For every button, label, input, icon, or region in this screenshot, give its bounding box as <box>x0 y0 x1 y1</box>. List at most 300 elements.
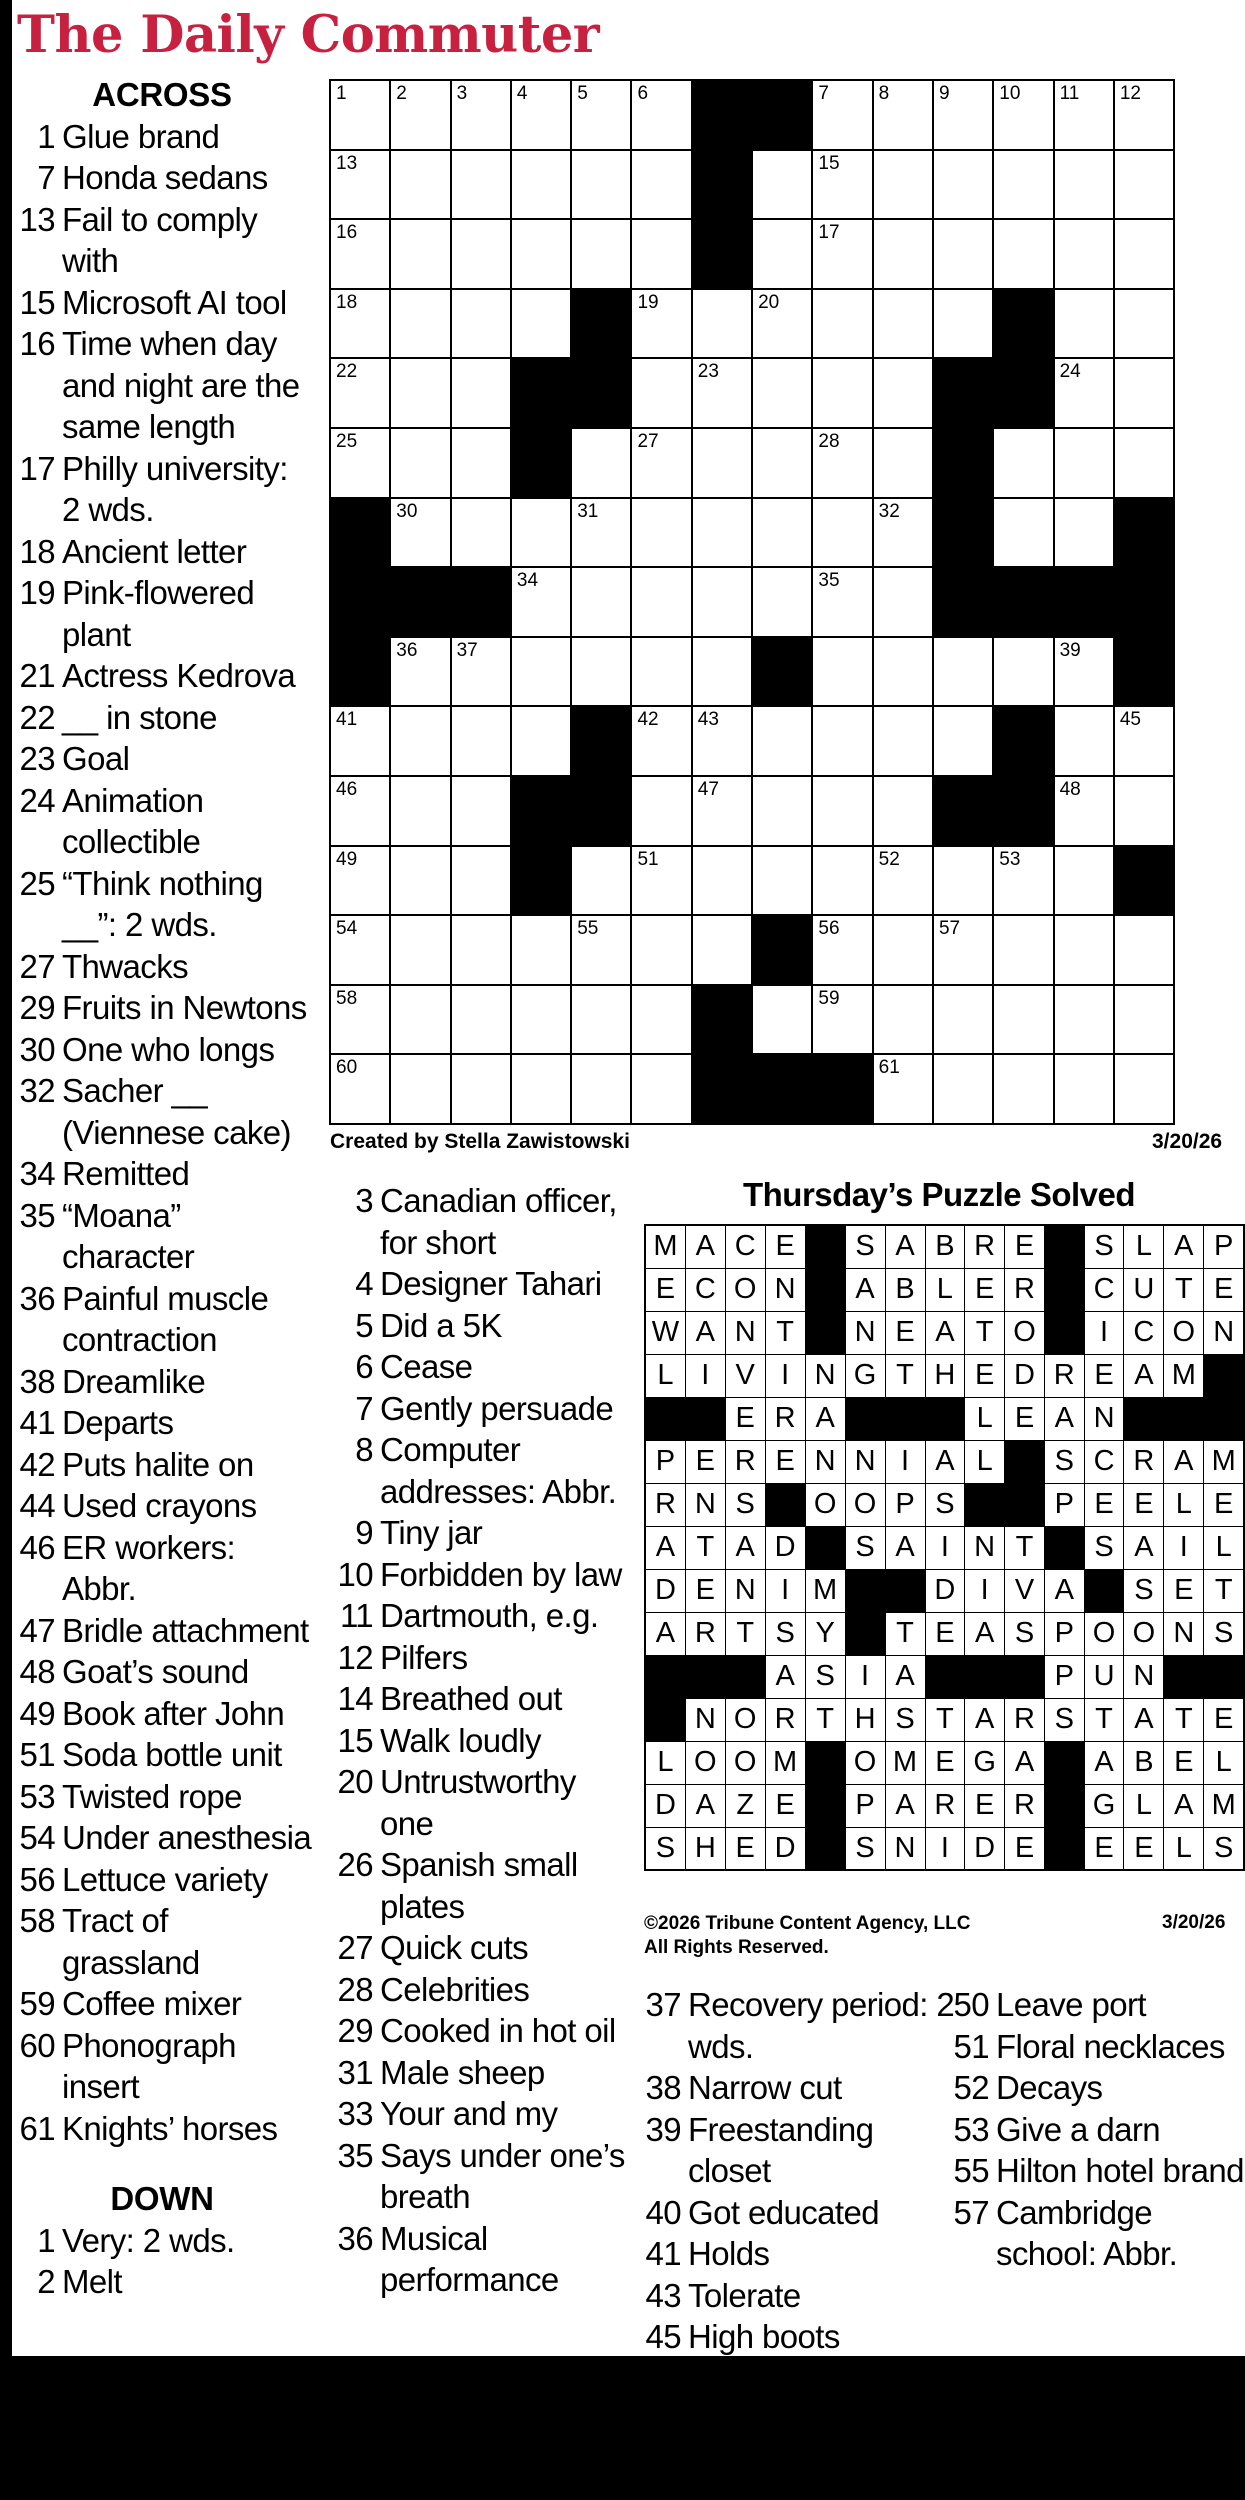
clue-number: 51 <box>953 2027 989 2065</box>
solution-grid <box>644 1224 1245 1871</box>
solution-letter: A <box>645 1526 685 1569</box>
solution-letter: I <box>845 1655 885 1698</box>
grid-cell[interactable] <box>993 846 1053 916</box>
grid-cell[interactable] <box>692 706 752 776</box>
grid-cell[interactable] <box>631 498 691 568</box>
grid-cell[interactable] <box>752 706 812 776</box>
grid-cell[interactable] <box>390 428 450 498</box>
grid-cell[interactable] <box>993 915 1053 985</box>
clue-item <box>12 1153 312 1195</box>
clue-number: 43 <box>645 2276 681 2314</box>
grid-cell[interactable] <box>933 80 993 150</box>
grid-cell[interactable] <box>1114 219 1174 289</box>
grid-cell[interactable] <box>1114 289 1174 359</box>
clue-number: 16 <box>19 325 55 362</box>
puzzle-date: 3/20/26 <box>1152 1130 1223 1153</box>
grid-cell[interactable] <box>571 150 631 220</box>
solution-row <box>645 1569 1244 1612</box>
grid-cell[interactable] <box>692 358 752 428</box>
grid-cell[interactable] <box>1114 1054 1174 1124</box>
grid-cell[interactable] <box>873 428 933 498</box>
black-square <box>1044 1526 1084 1569</box>
black-square <box>1044 1827 1084 1870</box>
clue-number: 46 <box>19 1528 55 1566</box>
clue-number: 28 <box>337 1970 373 2008</box>
solution-letter: E <box>965 1354 1005 1397</box>
solution-row <box>645 1311 1244 1354</box>
black-square <box>965 1483 1005 1526</box>
solution-letter: N <box>765 1268 805 1311</box>
grid-cell[interactable] <box>993 637 1053 707</box>
solution-letter: A <box>1044 1569 1084 1612</box>
solution-letter: O <box>1124 1612 1164 1655</box>
grid-cell[interactable] <box>511 985 571 1055</box>
grid-cell[interactable] <box>631 289 691 359</box>
clue-number: 54 <box>19 1819 55 1856</box>
solution-letter: D <box>645 1784 685 1827</box>
grid-cell[interactable] <box>571 846 631 916</box>
grid-cell[interactable] <box>752 776 812 846</box>
grid-cell[interactable] <box>511 80 571 150</box>
grid-cell[interactable] <box>631 358 691 428</box>
clue-text: Forbidden by law <box>380 1555 622 1593</box>
clue-text: Got educated <box>688 2193 879 2231</box>
grid-cell[interactable] <box>390 637 450 707</box>
grid-cell[interactable] <box>812 358 872 428</box>
clue-number: 24 <box>19 781 55 819</box>
grid-cell[interactable] <box>390 706 450 776</box>
grid-cell[interactable] <box>692 776 752 846</box>
grid-cell[interactable] <box>571 498 631 568</box>
black-square <box>571 706 631 776</box>
grid-cell[interactable] <box>873 219 933 289</box>
solution-letter: A <box>1164 1440 1204 1483</box>
grid-cell[interactable] <box>451 915 511 985</box>
clue-number: 37 <box>645 1986 681 2023</box>
grid-cell[interactable] <box>812 915 872 985</box>
grid-cell[interactable] <box>571 428 631 498</box>
black-square <box>645 1397 685 1440</box>
grid-cell[interactable] <box>1054 428 1114 498</box>
solution-letter: M <box>765 1741 805 1784</box>
clue-number: 29 <box>19 989 55 1026</box>
grid-cell[interactable] <box>571 985 631 1055</box>
grid-cell[interactable] <box>993 219 1053 289</box>
grid-cell[interactable] <box>933 1054 993 1124</box>
grid-cell[interactable] <box>390 80 450 150</box>
grid-cell[interactable] <box>511 637 571 707</box>
grid-cell[interactable] <box>752 358 812 428</box>
grid-cell[interactable] <box>752 567 812 637</box>
grid-cell[interactable] <box>993 498 1053 568</box>
grid-cell[interactable] <box>993 80 1053 150</box>
clue-number: 57 <box>953 2193 989 2231</box>
grid-cell[interactable] <box>1114 80 1174 150</box>
cell-number: 18 <box>336 291 358 313</box>
grid-cell[interactable] <box>330 1054 390 1124</box>
cell-number: 49 <box>336 848 358 870</box>
cell-number: 56 <box>818 918 840 940</box>
clue-item <box>636 2233 958 2275</box>
clue-item <box>12 157 312 199</box>
grid-cell[interactable] <box>873 706 933 776</box>
grid-cell[interactable] <box>933 915 993 985</box>
black-square <box>511 776 571 846</box>
clue-text: Very: 2 wds. <box>62 2221 235 2259</box>
clue-item <box>636 2192 958 2234</box>
solution-letter: E <box>1084 1827 1124 1870</box>
solution-letter: A <box>685 1225 725 1268</box>
grid-cell[interactable] <box>451 80 511 150</box>
grid-cell[interactable] <box>330 985 390 1055</box>
grid-cell[interactable] <box>933 150 993 220</box>
grid-cell[interactable] <box>511 498 571 568</box>
black-square <box>725 1655 765 1698</box>
cell-number: 46 <box>336 778 358 800</box>
solution-letter: I <box>965 1569 1005 1612</box>
grid-cell[interactable] <box>692 567 752 637</box>
grid-cell[interactable] <box>390 846 450 916</box>
clue-number: 21 <box>19 657 55 694</box>
grid-cell[interactable] <box>692 289 752 359</box>
grid-cell[interactable] <box>933 846 993 916</box>
grid-cell[interactable] <box>451 637 511 707</box>
grid-cell[interactable] <box>993 985 1053 1055</box>
black-square <box>692 1054 752 1124</box>
cell-number: 41 <box>336 709 358 731</box>
grid-cell[interactable] <box>1054 289 1114 359</box>
grid-cell[interactable] <box>451 1054 511 1124</box>
grid-cell[interactable] <box>812 150 872 220</box>
grid-cell[interactable] <box>1114 915 1174 985</box>
black-square <box>933 776 993 846</box>
grid-cell[interactable] <box>451 706 511 776</box>
grid-cell[interactable] <box>812 80 872 150</box>
grid-cell[interactable] <box>692 846 752 916</box>
grid-cell[interactable] <box>1054 985 1114 1055</box>
grid-cell[interactable] <box>631 150 691 220</box>
grid-cell[interactable] <box>631 567 691 637</box>
clue-text: High boots <box>688 2318 840 2355</box>
solution-letter: I <box>1164 1526 1204 1569</box>
grid-cell[interactable] <box>1054 358 1114 428</box>
grid-cell[interactable] <box>1054 637 1114 707</box>
grid-cell[interactable] <box>812 289 872 359</box>
solution-letter: A <box>765 1655 805 1698</box>
clue-text: Cambridge school: Abbr. <box>996 2193 1178 2272</box>
black-square <box>511 358 571 428</box>
grid-cell[interactable] <box>1114 706 1174 776</box>
grid-cell[interactable] <box>1114 776 1174 846</box>
clue-number: 35 <box>19 1196 55 1234</box>
solution-letter: E <box>1164 1741 1204 1784</box>
grid-cell[interactable] <box>390 1054 450 1124</box>
solution-letter: A <box>925 1311 965 1354</box>
grid-cell[interactable] <box>812 985 872 1055</box>
grid-cell[interactable] <box>752 985 812 1055</box>
clue-text: Puts halite on <box>62 1445 254 1483</box>
solution-letter: O <box>685 1741 725 1784</box>
grid-cell[interactable] <box>451 289 511 359</box>
grid-cell[interactable] <box>1054 776 1114 846</box>
clue-text: Honda sedans <box>62 159 268 196</box>
grid-cell[interactable] <box>873 150 933 220</box>
copyright-line: ©2026 Tribune Content Agency, LLC <box>644 1913 971 1934</box>
solution-letter: E <box>1204 1483 1244 1526</box>
cell-number: 28 <box>818 430 840 452</box>
clue-text: Spanish small plates <box>380 1846 578 1925</box>
grid-cell[interactable] <box>1114 985 1174 1055</box>
solution-letter: V <box>725 1354 765 1397</box>
grid-cell[interactable] <box>1054 498 1114 568</box>
grid-cell[interactable] <box>752 150 812 220</box>
clue-item <box>12 1361 312 1403</box>
grid-cell[interactable] <box>330 776 390 846</box>
grid-cell[interactable] <box>571 637 631 707</box>
grid-cell[interactable] <box>752 846 812 916</box>
grid-cell[interactable] <box>390 219 450 289</box>
grid-cell[interactable] <box>1114 358 1174 428</box>
grid-cell[interactable] <box>993 1054 1053 1124</box>
grid-cell[interactable] <box>873 985 933 1055</box>
solution-letter: A <box>1124 1698 1164 1741</box>
solution-letter: P <box>1044 1655 1084 1698</box>
cell-number: 4 <box>516 83 528 104</box>
clue-item <box>636 1984 958 2067</box>
grid-cell[interactable] <box>692 915 752 985</box>
grid-cell[interactable] <box>390 150 450 220</box>
solution-letter: L <box>1204 1741 1244 1784</box>
cell-number: 58 <box>336 987 358 1009</box>
grid-cell[interactable] <box>993 150 1053 220</box>
grid-cell[interactable] <box>933 985 993 1055</box>
grid-cell[interactable] <box>933 637 993 707</box>
grid-cell[interactable] <box>812 219 872 289</box>
grid-cell[interactable] <box>571 80 631 150</box>
solution-letter: I <box>885 1440 925 1483</box>
black-square <box>805 1311 845 1354</box>
solution-letter: S <box>885 1698 925 1741</box>
clue-item <box>328 1512 628 1554</box>
solution-letter: P <box>845 1784 885 1827</box>
clue-column-3 <box>636 1984 958 2356</box>
grid-cell[interactable] <box>812 498 872 568</box>
solution-row <box>645 1827 1244 1870</box>
grid-cell[interactable] <box>812 776 872 846</box>
cell-number: 11 <box>1059 83 1080 104</box>
clue-number: 30 <box>19 1030 55 1068</box>
grid-cell[interactable] <box>631 80 691 150</box>
grid-cell[interactable] <box>511 567 571 637</box>
grid-cell[interactable] <box>1114 428 1174 498</box>
grid-cell[interactable] <box>1054 219 1114 289</box>
grid-cell[interactable] <box>752 498 812 568</box>
grid-cell[interactable] <box>390 498 450 568</box>
grid-cell[interactable] <box>1054 150 1114 220</box>
grid-cell[interactable] <box>330 219 390 289</box>
grid-cell[interactable] <box>873 498 933 568</box>
solution-letter: L <box>965 1397 1005 1440</box>
grid-cell[interactable] <box>330 80 390 150</box>
grid-cell[interactable] <box>812 706 872 776</box>
grid-cell[interactable] <box>511 219 571 289</box>
grid-cell[interactable] <box>812 637 872 707</box>
grid-row <box>330 219 1174 289</box>
grid-cell[interactable] <box>692 498 752 568</box>
grid-cell[interactable] <box>451 150 511 220</box>
solution-letter: R <box>965 1225 1005 1268</box>
grid-cell[interactable] <box>571 1054 631 1124</box>
black-square <box>805 1225 845 1268</box>
clue-item <box>944 1984 1244 2026</box>
clue-item <box>12 531 312 573</box>
clue-number: 20 <box>337 1763 373 1800</box>
grid-cell[interactable] <box>451 498 511 568</box>
grid-cell[interactable] <box>1054 80 1114 150</box>
solution-letter: N <box>965 1526 1005 1569</box>
clue-column-4 <box>944 1984 1244 2275</box>
clue-text: Canadian officer, for short <box>380 1182 617 1261</box>
solution-letter: C <box>685 1268 725 1311</box>
solution-letter: E <box>725 1397 765 1440</box>
grid-cell[interactable] <box>330 150 390 220</box>
grid-cell[interactable] <box>451 358 511 428</box>
cell-number: 59 <box>818 987 840 1009</box>
grid-cell[interactable] <box>873 637 933 707</box>
grid-row <box>330 985 1174 1055</box>
cell-number: 51 <box>637 848 659 870</box>
grid-cell[interactable] <box>451 846 511 916</box>
grid-cell[interactable] <box>1054 846 1114 916</box>
grid-cell[interactable] <box>451 985 511 1055</box>
clue-number: 52 <box>953 2069 989 2106</box>
cell-number: 24 <box>1059 361 1081 383</box>
clue-number: 36 <box>19 1279 55 1317</box>
grid-cell[interactable] <box>933 219 993 289</box>
solution-letter: E <box>1204 1698 1244 1741</box>
grid-cell[interactable] <box>631 706 691 776</box>
grid-cell[interactable] <box>451 428 511 498</box>
grid-cell[interactable] <box>631 637 691 707</box>
grid-cell[interactable] <box>330 915 390 985</box>
grid-cell[interactable] <box>933 706 993 776</box>
clue-text: Soda bottle unit <box>62 1736 282 1773</box>
grid-cell[interactable] <box>873 358 933 428</box>
cell-number: 35 <box>818 570 840 592</box>
cell-number: 25 <box>336 430 358 452</box>
grid-cell[interactable] <box>511 1054 571 1124</box>
grid-cell[interactable] <box>390 985 450 1055</box>
grid-cell[interactable] <box>873 80 933 150</box>
clue-item <box>12 1195 312 1278</box>
grid-cell[interactable] <box>1054 1054 1114 1124</box>
solution-letter: R <box>1005 1784 1045 1827</box>
grid-cell[interactable] <box>692 637 752 707</box>
grid-cell[interactable] <box>873 846 933 916</box>
solution-letter: R <box>765 1397 805 1440</box>
grid-cell[interactable] <box>571 915 631 985</box>
black-square <box>571 776 631 846</box>
black-square <box>925 1397 965 1440</box>
grid-cell[interactable] <box>631 915 691 985</box>
grid-cell[interactable] <box>812 428 872 498</box>
solution-letter: O <box>725 1268 765 1311</box>
grid-cell[interactable] <box>631 1054 691 1124</box>
grid-cell[interactable] <box>390 915 450 985</box>
clue-number: 50 <box>953 1986 989 2023</box>
grid-cell[interactable] <box>873 1054 933 1124</box>
grid-cell[interactable] <box>511 289 571 359</box>
clue-text: Your and my <box>380 2095 558 2132</box>
grid-cell[interactable] <box>752 219 812 289</box>
grid-cell[interactable] <box>692 428 752 498</box>
grid-cell[interactable] <box>511 706 571 776</box>
grid-cell[interactable] <box>1114 150 1174 220</box>
grid-cell[interactable] <box>873 915 933 985</box>
grid-cell[interactable] <box>571 219 631 289</box>
solution-letter: P <box>1204 1225 1244 1268</box>
newspaper-page <box>12 0 1245 2356</box>
solution-letter: E <box>765 1784 805 1827</box>
grid-cell[interactable] <box>330 428 390 498</box>
grid-cell[interactable] <box>511 915 571 985</box>
grid-cell[interactable] <box>511 150 571 220</box>
black-square <box>993 776 1053 846</box>
black-square <box>933 567 993 637</box>
grid-cell[interactable] <box>631 428 691 498</box>
grid-cell[interactable] <box>1054 706 1114 776</box>
cell-number: 55 <box>577 918 599 940</box>
grid-cell[interactable] <box>1054 915 1114 985</box>
grid-cell[interactable] <box>631 846 691 916</box>
grid-cell[interactable] <box>330 289 390 359</box>
grid-cell[interactable] <box>873 776 933 846</box>
black-square <box>685 1655 725 1698</box>
grid-cell[interactable] <box>812 846 872 916</box>
grid-cell[interactable] <box>390 358 450 428</box>
grid-cell[interactable] <box>993 428 1053 498</box>
solution-letter: E <box>885 1311 925 1354</box>
grid-cell[interactable] <box>451 219 511 289</box>
grid-cell[interactable] <box>631 776 691 846</box>
grid-cell[interactable] <box>752 428 812 498</box>
grid-cell[interactable] <box>812 567 872 637</box>
grid-cell[interactable] <box>631 985 691 1055</box>
black-square <box>845 1569 885 1612</box>
cell-number: 52 <box>878 848 900 870</box>
grid-cell[interactable] <box>873 567 933 637</box>
clue-item <box>328 1720 628 1762</box>
grid-cell[interactable] <box>631 219 691 289</box>
solution-letter: E <box>725 1827 765 1870</box>
grid-cell[interactable] <box>330 706 390 776</box>
grid-cell[interactable] <box>571 567 631 637</box>
solution-letter: N <box>1164 1612 1204 1655</box>
grid-cell[interactable] <box>873 289 933 359</box>
grid-cell[interactable] <box>390 289 450 359</box>
grid-cell[interactable] <box>752 289 812 359</box>
solution-letter: S <box>1005 1612 1045 1655</box>
solution-row <box>645 1440 1244 1483</box>
grid-cell[interactable] <box>330 358 390 428</box>
grid-cell[interactable] <box>451 776 511 846</box>
grid-cell[interactable] <box>390 776 450 846</box>
solution-letter: M <box>805 1569 845 1612</box>
grid-cell[interactable] <box>330 846 390 916</box>
solution-letter: E <box>1005 1397 1045 1440</box>
grid-cell[interactable] <box>933 289 993 359</box>
solution-letter: B <box>925 1225 965 1268</box>
